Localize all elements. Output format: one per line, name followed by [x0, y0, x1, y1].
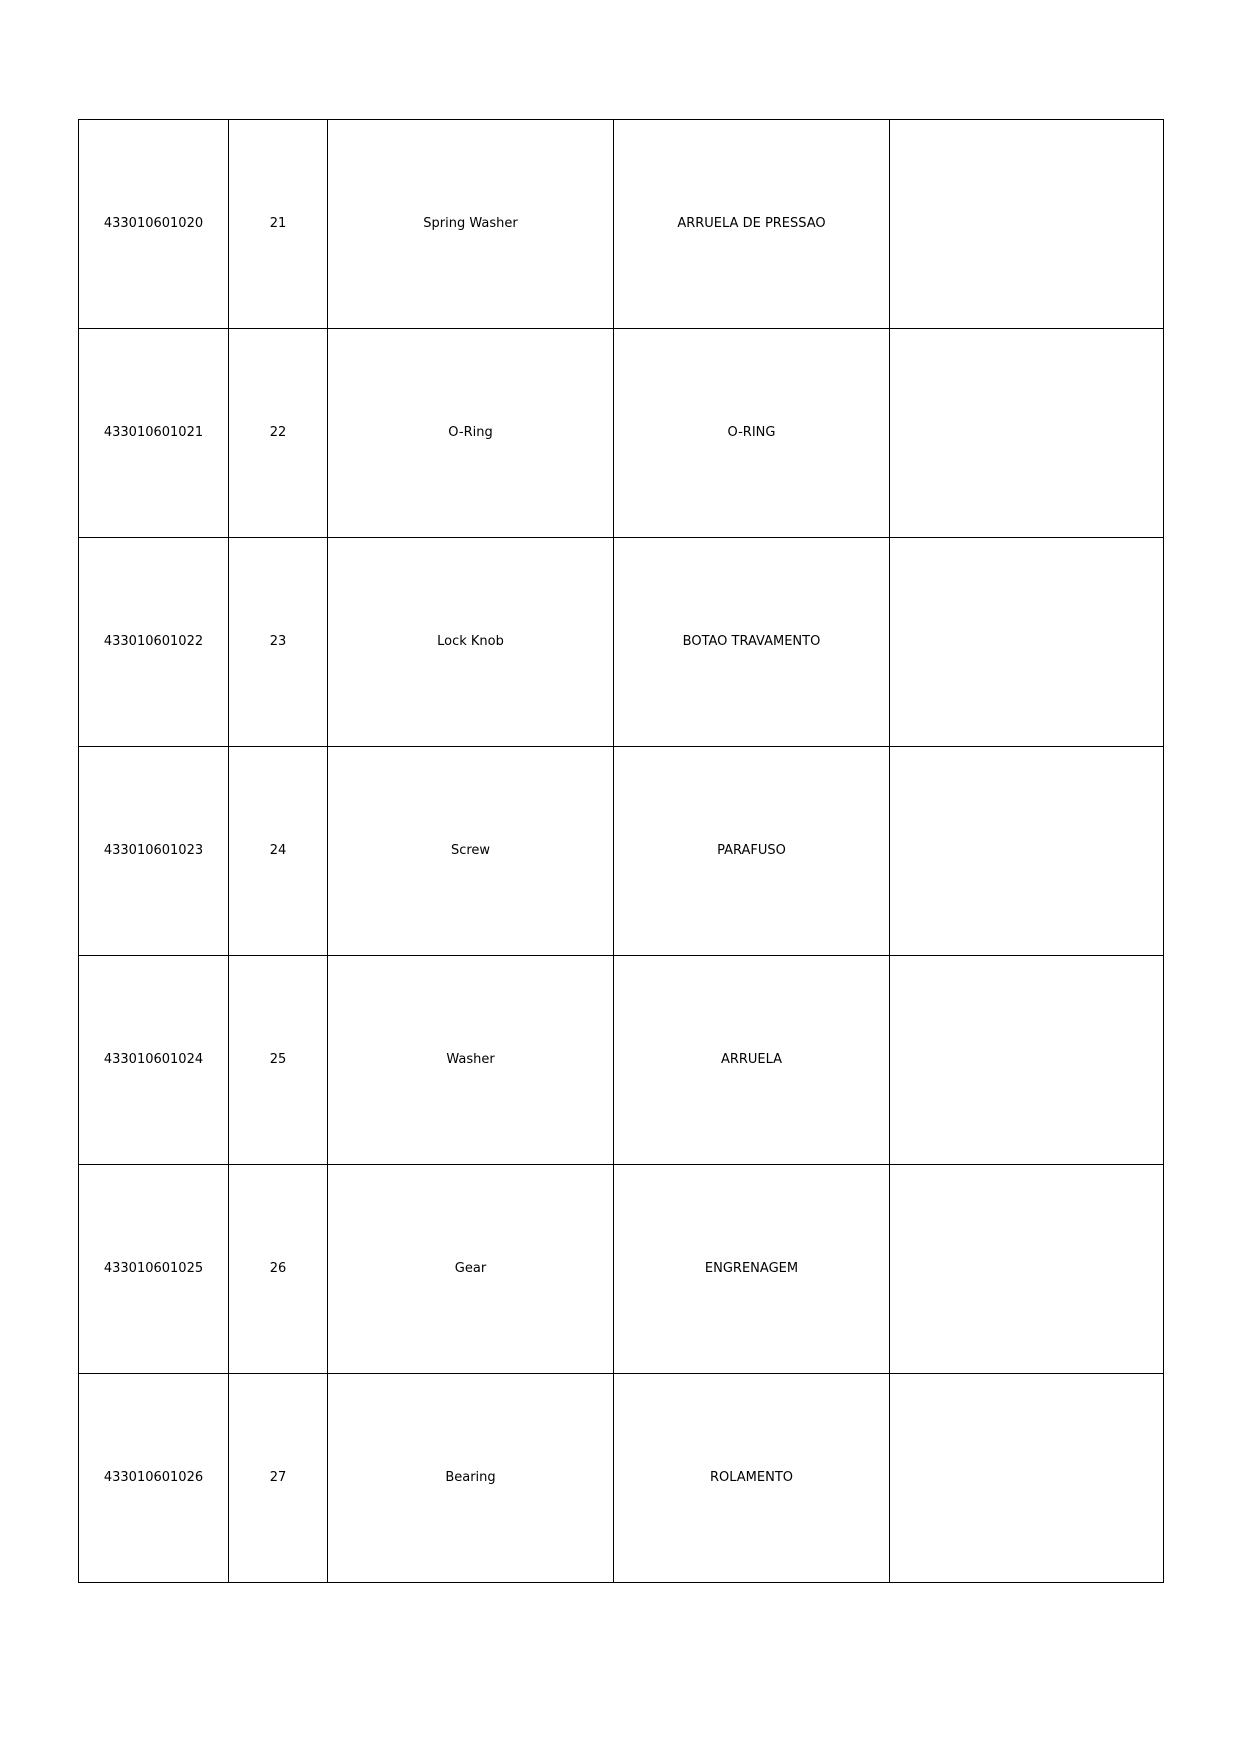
portuguese-name-cell: ROLAMENTO — [614, 1374, 890, 1583]
table-row — [79, 747, 1164, 956]
english-name-cell: Screw — [328, 747, 614, 956]
notes-cell — [890, 120, 1164, 329]
english-name-cell: O-Ring — [328, 329, 614, 538]
part-code-cell: 433010601026 — [79, 1374, 229, 1583]
position-cell: 21 — [229, 120, 328, 329]
position-cell: 22 — [229, 329, 328, 538]
portuguese-name-cell: O-RING — [614, 329, 890, 538]
parts-table — [78, 119, 1164, 1583]
part-code-cell: 433010601024 — [79, 956, 229, 1165]
table-row — [79, 329, 1164, 538]
english-name-cell: Washer — [328, 956, 614, 1165]
notes-cell — [890, 538, 1164, 747]
table-row — [79, 1165, 1164, 1374]
parts-table-body — [79, 120, 1164, 1583]
portuguese-name-cell: BOTAO TRAVAMENTO — [614, 538, 890, 747]
english-name-cell: Bearing — [328, 1374, 614, 1583]
portuguese-name-cell: PARAFUSO — [614, 747, 890, 956]
part-code-cell: 433010601020 — [79, 120, 229, 329]
notes-cell — [890, 1374, 1164, 1583]
table-row — [79, 120, 1164, 329]
table-row — [79, 956, 1164, 1165]
position-cell: 26 — [229, 1165, 328, 1374]
english-name-cell: Lock Knob — [328, 538, 614, 747]
notes-cell — [890, 329, 1164, 538]
portuguese-name-cell: ENGRENAGEM — [614, 1165, 890, 1374]
position-cell: 24 — [229, 747, 328, 956]
part-code-cell: 433010601023 — [79, 747, 229, 956]
portuguese-name-cell: ARRUELA DE PRESSAO — [614, 120, 890, 329]
position-cell: 23 — [229, 538, 328, 747]
portuguese-name-cell: ARRUELA — [614, 956, 890, 1165]
part-code-cell: 433010601022 — [79, 538, 229, 747]
position-cell: 27 — [229, 1374, 328, 1583]
table-row — [79, 1374, 1164, 1583]
table-row — [79, 538, 1164, 747]
position-cell: 25 — [229, 956, 328, 1165]
notes-cell — [890, 747, 1164, 956]
part-code-cell: 433010601021 — [79, 329, 229, 538]
part-code-cell: 433010601025 — [79, 1165, 229, 1374]
notes-cell — [890, 956, 1164, 1165]
english-name-cell: Spring Washer — [328, 120, 614, 329]
english-name-cell: Gear — [328, 1165, 614, 1374]
notes-cell — [890, 1165, 1164, 1374]
